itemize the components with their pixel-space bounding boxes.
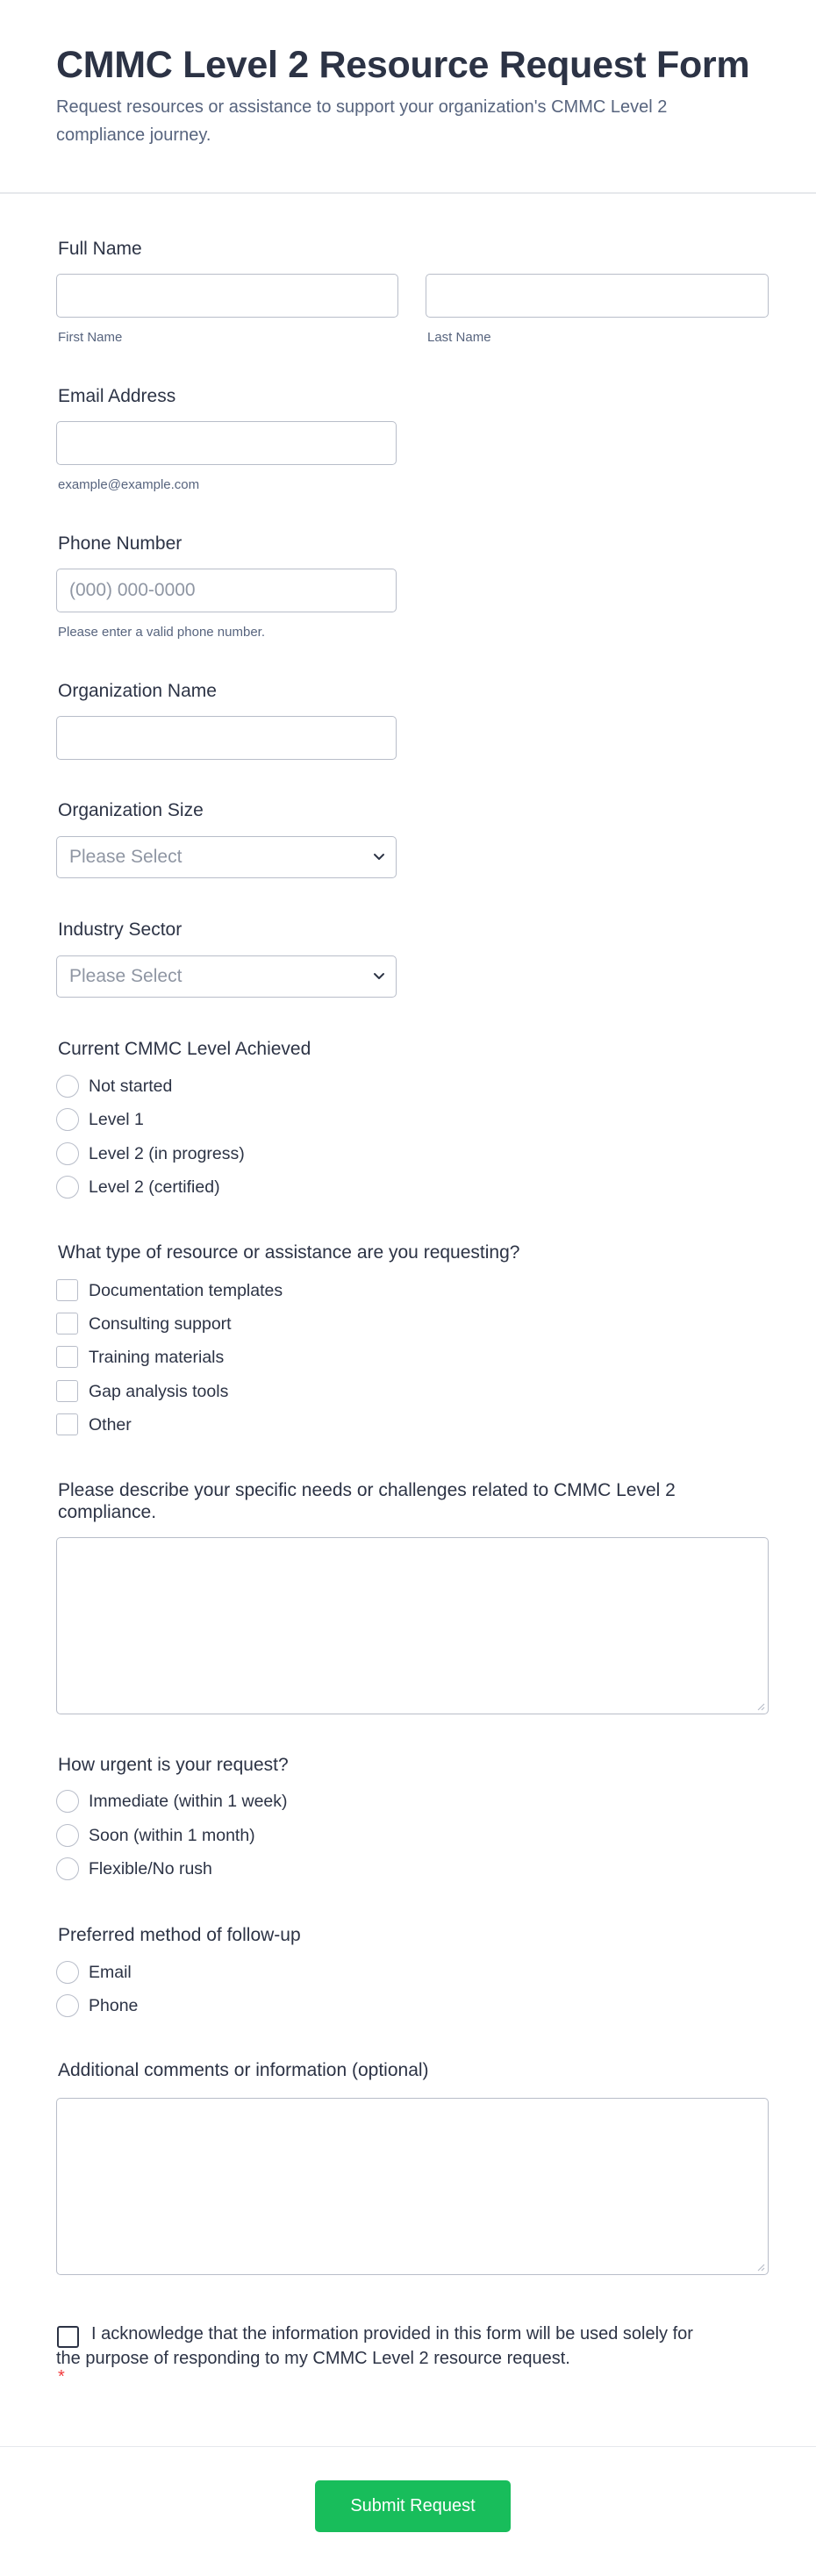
phone-sublabel: Please enter a valid phone number. <box>58 625 265 640</box>
first-name-input[interactable] <box>56 274 398 318</box>
last-name-input[interactable] <box>426 274 769 318</box>
option-label: Flexible/No rush <box>89 1859 212 1878</box>
email-sublabel: example@example.com <box>58 477 200 492</box>
radio-button[interactable] <box>56 1994 79 2017</box>
organization-name-label: Organization Name <box>58 681 217 701</box>
checkbox[interactable] <box>56 1279 78 1301</box>
option-label: Not started <box>89 1077 173 1096</box>
radio-button[interactable] <box>56 1176 79 1199</box>
industry-sector-select[interactable] <box>56 955 397 998</box>
option-label: Consulting support <box>89 1314 232 1334</box>
industry-sector-value: Please Select <box>69 966 183 986</box>
chevron-down-icon <box>371 968 387 984</box>
checkbox[interactable] <box>56 1346 78 1368</box>
radio-button[interactable] <box>56 1075 79 1098</box>
acknowledgment-text: I acknowledge that the information provided in this form will be used solely for the purpose of responding to my CMMC Level 2 resource request. <box>56 2324 693 2368</box>
form-title: CMMC Level 2 Resource Request Form <box>56 44 750 86</box>
checkbox[interactable] <box>56 1313 78 1335</box>
option-label: Level 2 (certified) <box>89 1177 220 1197</box>
form-subtitle: Request resources or assistance to support your organization's CMMC Level 2 compliance journey. <box>56 97 668 145</box>
radio-button[interactable] <box>56 1108 79 1131</box>
checkbox[interactable] <box>56 1413 78 1435</box>
phone-placeholder: (000) 000-0000 <box>69 580 196 600</box>
industry-sector-label: Industry Sector <box>58 919 183 940</box>
resize-grip-icon[interactable] <box>756 2263 765 2272</box>
first-name-sublabel: First Name <box>58 330 123 345</box>
radio-button[interactable] <box>56 1142 79 1165</box>
resource-type-label: What type of resource or assistance are you requesting? <box>58 1242 520 1263</box>
radio-button[interactable] <box>56 1790 79 1813</box>
option-label: Other <box>89 1415 132 1435</box>
required-marker: * <box>58 2367 65 2386</box>
email-input[interactable] <box>56 421 397 465</box>
organization-size-label: Organization Size <box>58 800 204 820</box>
needs-label: Please describe your specific needs or challenges related to CMMC Level 2 compliance. <box>58 1480 676 1522</box>
option-label: Training materials <box>89 1348 225 1367</box>
email-label: Email Address <box>58 386 176 406</box>
needs-textarea[interactable] <box>56 1537 769 1714</box>
phone-label: Phone Number <box>58 533 183 554</box>
comments-label: Additional comments or information (optional) <box>58 2060 429 2080</box>
option-label: Level 2 (in progress) <box>89 1144 245 1163</box>
radio-button[interactable] <box>56 1961 79 1984</box>
submit-button[interactable]: Submit Request <box>315 2480 511 2532</box>
cmmc-level-label: Current CMMC Level Achieved <box>58 1039 311 1059</box>
organization-size-select[interactable] <box>56 836 397 878</box>
chevron-down-icon <box>371 848 387 864</box>
phone-input[interactable] <box>56 569 397 612</box>
option-label: Level 1 <box>89 1110 144 1129</box>
option-label: Email <box>89 1963 132 1982</box>
urgency-label: How urgent is your request? <box>58 1755 289 1775</box>
checkbox[interactable] <box>56 1380 78 1402</box>
last-name-sublabel: Last Name <box>427 330 491 345</box>
option-label: Phone <box>89 1996 139 2015</box>
organization-size-value: Please Select <box>69 847 183 867</box>
option-label: Soon (within 1 month) <box>89 1826 255 1845</box>
option-label: Gap analysis tools <box>89 1382 229 1401</box>
organization-name-input[interactable] <box>56 716 397 760</box>
resize-grip-icon[interactable] <box>756 1702 765 1711</box>
option-label: Documentation templates <box>89 1281 283 1300</box>
comments-textarea[interactable] <box>56 2098 769 2275</box>
option-label: Immediate (within 1 week) <box>89 1792 288 1811</box>
radio-button[interactable] <box>56 1824 79 1847</box>
followup-label: Preferred method of follow-up <box>58 1925 301 1945</box>
full-name-label: Full Name <box>58 239 142 259</box>
radio-button[interactable] <box>56 1857 79 1880</box>
form-header <box>0 0 816 194</box>
